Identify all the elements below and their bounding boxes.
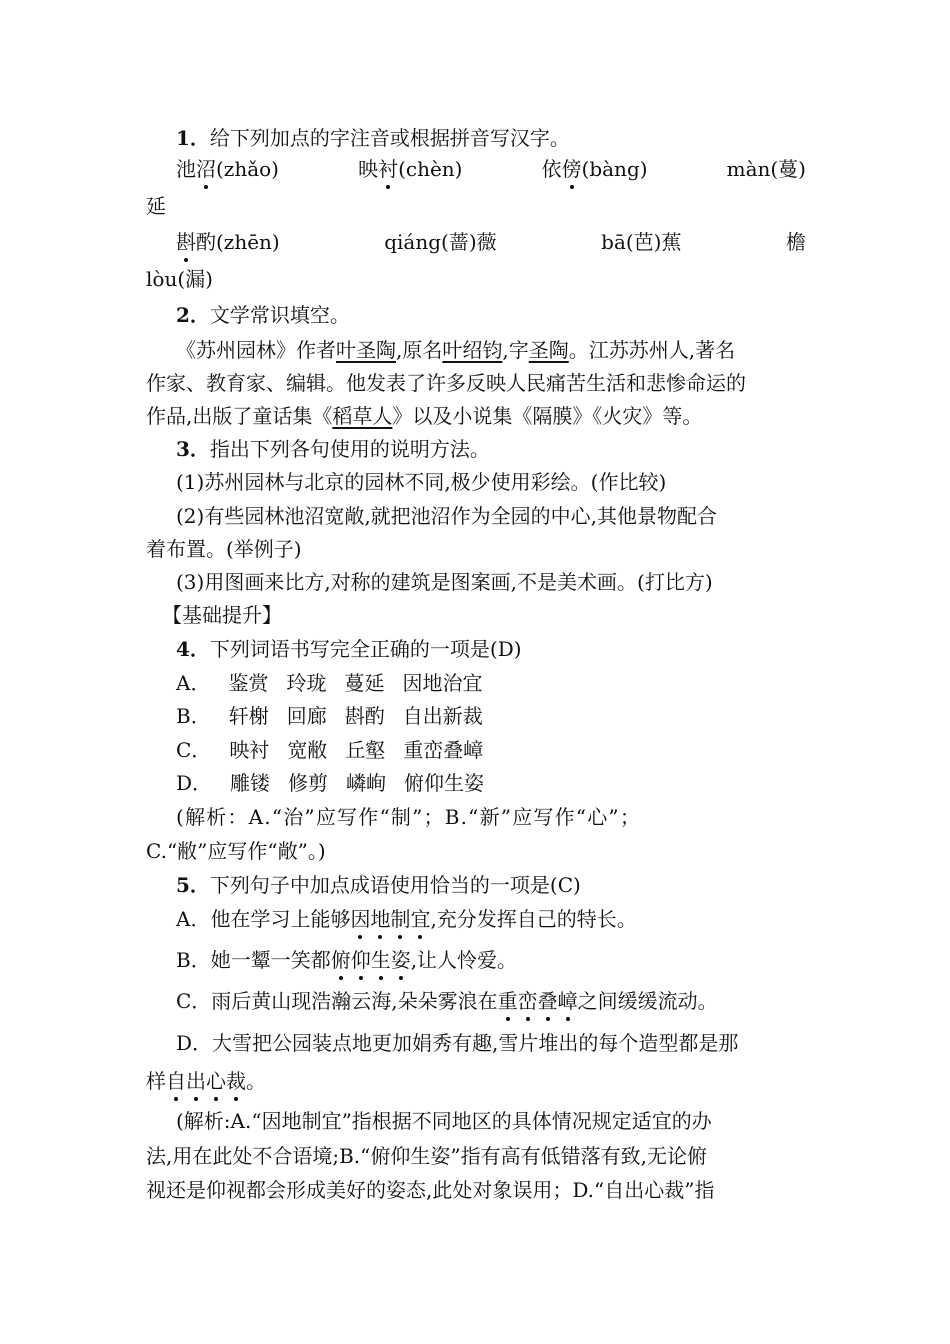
q1-item-c: 依傍(bàng) (541, 157, 648, 181)
q1-row1-wrap: 延 (146, 194, 166, 218)
q2-answer-author: 叶圣陶 (336, 338, 396, 362)
q1-heading (176, 125, 806, 151)
q2-heading (176, 302, 806, 328)
q5-option-c: C．雨后黄山现浩瀚云海,朵朵雾浪在重峦叠嶂之间缓缓流动。 (176, 989, 718, 1013)
q2-answer-book: 稻草人 (332, 404, 393, 428)
q2-text: 文学常识填空。 (209, 303, 350, 327)
q4-analysis-1: (解析：A.“治”应写作“制”；B.“新”应写作“心”； (176, 805, 642, 829)
q1-item-e: 斟酌(zhēn) (176, 230, 280, 254)
q1-item-d: màn(蔓) (726, 157, 806, 181)
q4-analysis-2: C.“敝”应写作“敞”。) (146, 839, 326, 863)
q4-option-a: A． 鉴赏 玲珑 蔓延 因地治宜 (176, 671, 483, 695)
q5-heading (176, 872, 806, 898)
q5-option-d-line2: 样自出心裁。 (146, 1069, 266, 1093)
q4-text: 下列词语书写完全正确的一项是(D) (209, 637, 522, 661)
q5-number: 5． (176, 873, 210, 897)
q3-text: 指出下列各句使用的说明方法。 (209, 437, 490, 461)
q1-item-h: 檐 (785, 230, 806, 254)
q4-option-d: D． 雕镂 修剪 嶙峋 俯仰生姿 (176, 771, 485, 795)
q3-sentence-1: (1)苏州园林与北京的园林不同,极少使用彩绘。(作比较) (176, 470, 667, 494)
q3-number: 3． (176, 437, 210, 461)
q1-row1 (176, 156, 806, 182)
q5-analysis-1: (解析:A.“因地制宜”指根据不同地区的具体情况规定适宜的办 (176, 1109, 712, 1133)
q1-row2 (176, 229, 806, 255)
q1-number: 1． (176, 126, 210, 150)
q1-item-f: qiáng(蔷)薇 (384, 230, 497, 254)
q3-heading (176, 436, 806, 462)
q5-text: 下列句子中加点成语使用恰当的一项是(C) (209, 873, 581, 897)
section-heading: 【基础提升】 (162, 603, 282, 627)
q2-answer-original-name: 叶绍钧 (442, 338, 503, 362)
q5-option-b: B．她一颦一笑都俯仰生姿,让人怜爱。 (176, 948, 518, 972)
q2-line1: 《苏州园林》作者叶圣陶,原名叶绍钧,字圣陶。江苏苏州人,著名 (176, 338, 736, 362)
q1-row2-wrap: lòu(漏) (146, 267, 213, 291)
q4-option-c: C． 映衬 宽敝 丘壑 重峦叠嶂 (176, 738, 484, 762)
q1-item-b: 映衬(chèn) (358, 157, 463, 181)
q4-heading (176, 636, 806, 662)
q5-option-a: A．他在学习上能够因地制宜,充分发挥自己的特长。 (176, 907, 637, 931)
q1-item-a: 池沼(zhǎo) (176, 157, 279, 181)
q4-number: 4． (176, 637, 210, 661)
q1-item-g: bā(芭)蕉 (601, 230, 682, 254)
q2-line3: 作品,出版了童话集《稻草人》以及小说集《隔膜》《火灾》等。 (146, 404, 703, 428)
q2-number: 2． (176, 303, 210, 327)
q3-sentence-3: (3)用图画来比方,对称的建筑是图案画,不是美术画。(打比方) (176, 570, 713, 594)
q5-option-d-line1: D．大雪把公园装点地更加娟秀有趣,雪片堆出的每个造型都是那 (176, 1031, 739, 1055)
q2-answer-courtesy-name: 圣陶 (528, 338, 569, 362)
q1-text: 给下列加点的字注音或根据拼音写汉字。 (209, 126, 570, 150)
q2-line2: 作家、教育家、编辑。他发表了许多反映人民痛苦生活和悲惨命运的 (146, 371, 746, 395)
q4-option-b: B． 轩榭 回廊 斟酌 自出新裁 (176, 704, 483, 728)
q3-sentence-2a: (2)有些园林池沼宽敞,就把池沼作为全园的中心,其他景物配合 (176, 504, 718, 528)
q5-analysis-3: 视还是仰视都会形成美好的姿态,此处对象误用；D.“自出心裁”指 (146, 1178, 715, 1202)
q3-sentence-2b: 着布置。(举例子) (146, 537, 302, 561)
q5-analysis-2: 法,用在此处不合语境;B.“俯仰生姿”指有高有低错落有致,无论俯 (146, 1144, 707, 1168)
